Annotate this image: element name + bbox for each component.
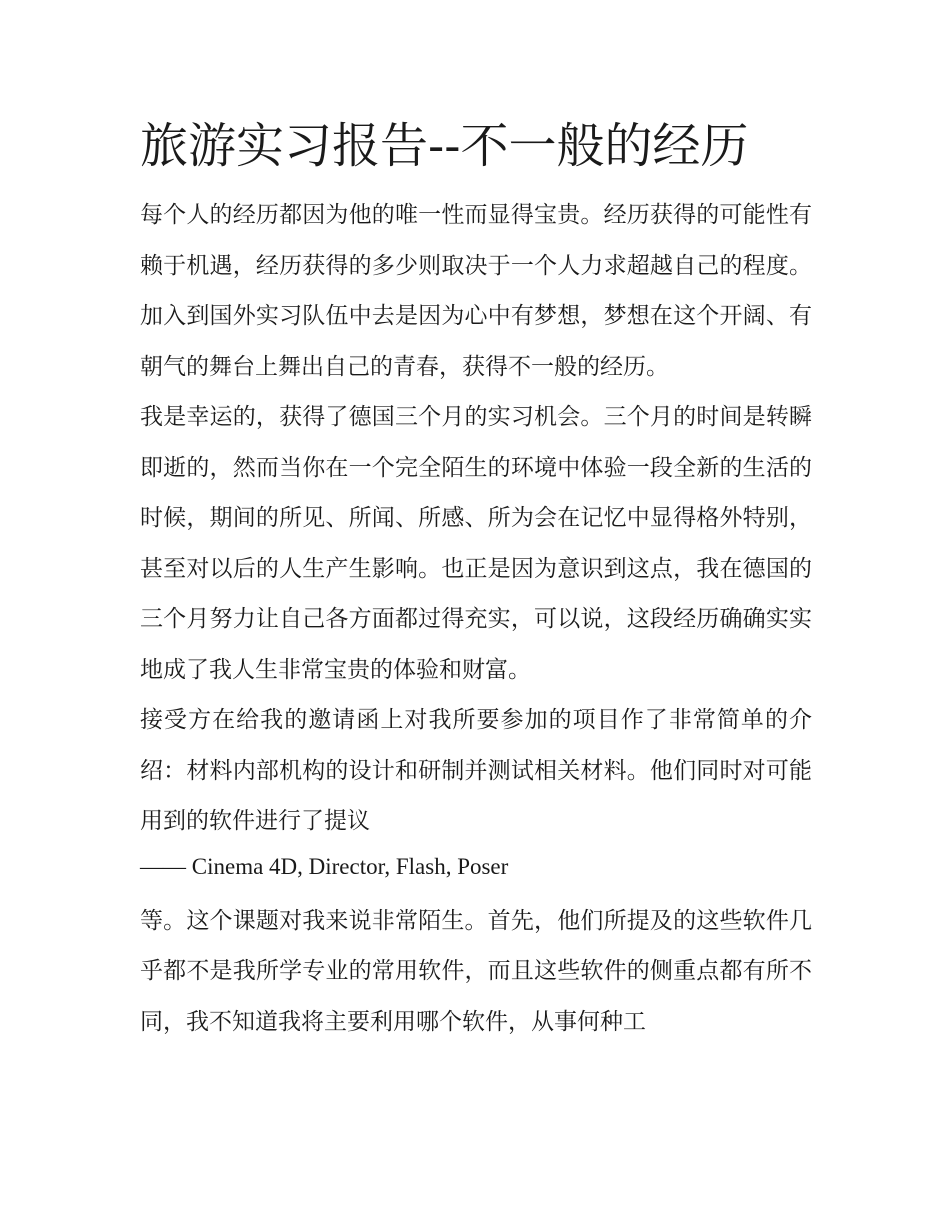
paragraph-invitation: 接受方在给我的邀请函上对我所要参加的项目作了非常简单的介绍：材料内部机构的设计和研制并测试相关材料。他们同时对可能用到的软件进行了提议 [140, 707, 812, 834]
paragraph-germany-internship: 我是幸运的，获得了德国三个月的实习机会。三个月的时间是转瞬即逝的，然而当你在一个完全陌生的环境中体验一段全新的生活的时候，期间的所见、所闻、所感、所为会在记忆中显得格外特别，甚至对以后的人生产生影响。也正是因为意识到这点，我在德国的三个月努力让自己各方面都过得充实，可以说，这段经历确确实实地成了我人生非常宝贵的体验和财富。 [140, 404, 812, 683]
software-list-line: —— Cinema 4D, Director, Flash, Poser [140, 853, 509, 879]
document-page [140, 110, 812, 1047]
document-title: 旅游实习报告--不一般的经历 [140, 118, 749, 174]
paragraph-closing: 等。这个课题对我来说非常陌生。首先，他们所提及的这些软件几乎都不是我所学专业的常用软件，而且这些软件的侧重点都有所不同，我不知道我将主要利用哪个软件，从事何种工 [140, 907, 812, 1035]
paragraph-intro: 每个人的经历都因为他的唯一性而显得宝贵。经历获得的可能性有赖于机遇，经历获得的多少则取决于一个人力求超越自己的程度。加入到国外实习队伍中去是因为心中有梦想，梦想在这个开阔、有朝气的舞台上舞出自己的青春，获得不一般的经历。 [140, 202, 812, 380]
